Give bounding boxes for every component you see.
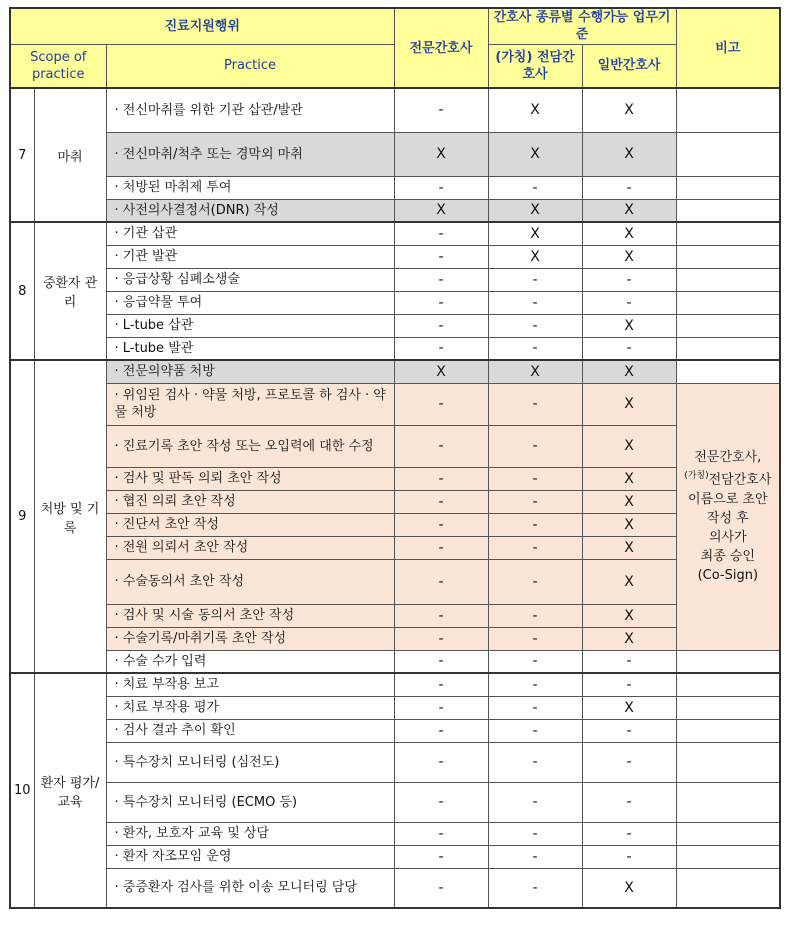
specialist-mark: -: [394, 425, 488, 467]
general-mark: X: [582, 383, 676, 425]
dedicated-mark: -: [488, 604, 582, 627]
dedicated-mark: -: [488, 337, 582, 360]
specialist-mark: -: [394, 650, 488, 673]
section-number: 9: [10, 360, 34, 673]
table-row: [10, 88, 780, 132]
general-mark: X: [582, 360, 676, 383]
table-row: [10, 719, 780, 742]
dedicated-mark: -: [488, 314, 582, 337]
practice-cell: · 검사 및 시술 동의서 초안 작성: [106, 604, 394, 627]
dedicated-mark: -: [488, 425, 582, 467]
practice-cell: · 특수장치 모니터링 (ECMO 등): [106, 782, 394, 822]
dedicated-mark: -: [488, 696, 582, 719]
remarks-empty: [676, 782, 780, 822]
specialist-mark: -: [394, 696, 488, 719]
remarks-empty: [676, 245, 780, 268]
general-mark: -: [582, 291, 676, 314]
specialist-mark: -: [394, 291, 488, 314]
dedicated-mark: -: [488, 627, 582, 650]
section-7: [10, 88, 780, 222]
header-practice: Practice: [106, 44, 394, 88]
table-header: [10, 8, 780, 88]
dedicated-mark: -: [488, 291, 582, 314]
note-line7: (Co-Sign): [697, 567, 759, 583]
remarks-empty: [676, 845, 780, 868]
general-mark: X: [582, 132, 676, 176]
table-row: [10, 490, 780, 513]
general-mark: X: [582, 314, 676, 337]
dedicated-mark: -: [488, 559, 582, 604]
specialist-mark: -: [394, 536, 488, 559]
table-row: [10, 673, 780, 696]
table-row: [10, 337, 780, 360]
dedicated-mark: -: [488, 742, 582, 782]
general-mark: X: [582, 696, 676, 719]
specialist-mark: -: [394, 176, 488, 199]
dedicated-mark: X: [488, 222, 582, 245]
general-mark: X: [582, 559, 676, 604]
note-line6: 최종 승인: [700, 548, 755, 564]
remarks-empty: [676, 673, 780, 696]
general-mark: -: [582, 822, 676, 845]
specialist-mark: -: [394, 268, 488, 291]
remarks-empty: [676, 314, 780, 337]
header-remarks: 비고: [676, 8, 780, 88]
specialist-mark: -: [394, 742, 488, 782]
practice-cell: · 수술기록/마취기록 초안 작성: [106, 627, 394, 650]
remarks-empty: [676, 176, 780, 199]
specialist-mark: -: [394, 604, 488, 627]
practice-cell: · 치료 부작용 평가: [106, 696, 394, 719]
dedicated-mark: -: [488, 845, 582, 868]
section-number: 7: [10, 88, 34, 222]
dedicated-mark: X: [488, 245, 582, 268]
remarks-empty: [676, 822, 780, 845]
specialist-mark: -: [394, 88, 488, 132]
specialist-mark: X: [394, 132, 488, 176]
practice-cell: · 전원 의뢰서 초안 작성: [106, 536, 394, 559]
table-row: [10, 268, 780, 291]
section-scope: 처방 및 기록: [34, 360, 106, 673]
practice-table: [9, 7, 781, 909]
remarks-empty: [676, 291, 780, 314]
remarks-empty: [676, 650, 780, 673]
practice-cell: · 검사 결과 추이 확인: [106, 719, 394, 742]
section-9: [10, 360, 780, 673]
remarks-empty: [676, 742, 780, 782]
practice-cell: · 처방된 마취제 투여: [106, 176, 394, 199]
section-number: 10: [10, 673, 34, 908]
general-mark: -: [582, 742, 676, 782]
table-row: [10, 513, 780, 536]
remarks-empty: [676, 222, 780, 245]
practice-cell: · 진료기록 초안 작성 또는 오입력에 대한 수정: [106, 425, 394, 467]
dedicated-mark: -: [488, 490, 582, 513]
table-row: [10, 782, 780, 822]
practice-cell: · 진단서 초안 작성: [106, 513, 394, 536]
practice-cell: · 전신마취를 위한 기관 삽관/발관: [106, 88, 394, 132]
specialist-mark: -: [394, 673, 488, 696]
practice-cell: · 협진 의뢰 초안 작성: [106, 490, 394, 513]
practice-cell: · 특수장치 모니터링 (심전도): [106, 742, 394, 782]
specialist-mark: -: [394, 822, 488, 845]
practice-cell: · L-tube 삽관: [106, 314, 394, 337]
table-row: [10, 559, 780, 604]
general-mark: X: [582, 467, 676, 490]
note-line4: 작성 후: [706, 510, 749, 526]
general-mark: X: [582, 868, 676, 908]
general-mark: -: [582, 650, 676, 673]
remarks-empty: [676, 719, 780, 742]
specialist-mark: -: [394, 559, 488, 604]
general-mark: X: [582, 245, 676, 268]
specialist-mark: -: [394, 782, 488, 822]
practice-cell: · 수술동의서 초안 작성: [106, 559, 394, 604]
table-row: [10, 383, 780, 425]
table-row: [10, 467, 780, 490]
dedicated-mark: X: [488, 88, 582, 132]
dedicated-mark: -: [488, 176, 582, 199]
specialist-mark: -: [394, 337, 488, 360]
general-mark: -: [582, 268, 676, 291]
specialist-mark: -: [394, 383, 488, 425]
specialist-mark: X: [394, 199, 488, 222]
remarks-empty: [676, 132, 780, 176]
practice-cell: · 환자, 보호자 교육 및 상담: [106, 822, 394, 845]
general-mark: X: [582, 536, 676, 559]
general-mark: -: [582, 719, 676, 742]
table-row: [10, 696, 780, 719]
remarks-empty: [676, 360, 780, 383]
general-mark: X: [582, 199, 676, 222]
specialist-mark: -: [394, 719, 488, 742]
remarks-empty: [676, 199, 780, 222]
note-line3: 이름으로 초안: [688, 491, 768, 507]
header-specialist: 전문간호사: [394, 8, 488, 88]
dedicated-mark: X: [488, 199, 582, 222]
remarks-note: [676, 383, 780, 650]
dedicated-mark: -: [488, 782, 582, 822]
remarks-empty: [676, 696, 780, 719]
practice-cell: · 응급상황 심폐소생술: [106, 268, 394, 291]
table-row: [10, 425, 780, 467]
practice-cell: · 기관 삽관: [106, 222, 394, 245]
specialist-mark: -: [394, 627, 488, 650]
practice-cell: · 위임된 검사 · 약물 처방, 프로토콜 하 검사 · 약물 처방: [106, 383, 394, 425]
section-scope: 환자 평가/ 교육: [34, 673, 106, 908]
dedicated-mark: -: [488, 650, 582, 673]
specialist-mark: -: [394, 314, 488, 337]
header-group-title: 진료지원행위: [10, 8, 394, 44]
dedicated-mark: X: [488, 132, 582, 176]
dedicated-mark: -: [488, 467, 582, 490]
dedicated-mark: -: [488, 719, 582, 742]
general-mark: -: [582, 845, 676, 868]
table-row: [10, 604, 780, 627]
section-8: [10, 222, 780, 360]
table-row: [10, 650, 780, 673]
dedicated-mark: -: [488, 673, 582, 696]
header-standard-title: 간호사 종류별 수행가능 업무기준: [488, 8, 676, 44]
practice-cell: · 치료 부작용 보고: [106, 673, 394, 696]
table-row: [10, 360, 780, 383]
table-row: [10, 627, 780, 650]
practice-cell: · 검사 및 판독 의뢰 초안 작성: [106, 467, 394, 490]
specialist-mark: -: [394, 222, 488, 245]
table-row: [10, 245, 780, 268]
dedicated-mark: -: [488, 383, 582, 425]
table-row: [10, 868, 780, 908]
table-row: [10, 314, 780, 337]
specialist-mark: -: [394, 513, 488, 536]
note-line2: 전담간호사: [708, 472, 772, 488]
table-row: [10, 845, 780, 868]
section-number: 8: [10, 222, 34, 360]
general-mark: -: [582, 176, 676, 199]
table-row: [10, 742, 780, 782]
specialist-mark: -: [394, 490, 488, 513]
header-general: 일반간호사: [582, 44, 676, 88]
remarks-empty: [676, 868, 780, 908]
dedicated-mark: -: [488, 822, 582, 845]
section-10: [10, 673, 780, 908]
practice-cell: · L-tube 발관: [106, 337, 394, 360]
table-row: [10, 222, 780, 245]
practice-cell: · 전문의약품 처방: [106, 360, 394, 383]
dedicated-mark: -: [488, 868, 582, 908]
general-mark: X: [582, 604, 676, 627]
general-mark: X: [582, 222, 676, 245]
remarks-empty: [676, 268, 780, 291]
practice-cell: · 전신마취/척추 또는 경막외 마취: [106, 132, 394, 176]
practice-cell: · 환자 자조모임 운영: [106, 845, 394, 868]
section-scope: 마취: [34, 88, 106, 222]
practice-cell: · 기관 발관: [106, 245, 394, 268]
table-row: [10, 132, 780, 176]
practice-cell: · 중증환자 검사를 위한 이송 모니터링 담당: [106, 868, 394, 908]
specialist-mark: -: [394, 467, 488, 490]
specialist-mark: -: [394, 245, 488, 268]
general-mark: -: [582, 337, 676, 360]
table-row: [10, 822, 780, 845]
header-scope: Scope of practice: [10, 44, 106, 88]
general-mark: X: [582, 88, 676, 132]
practice-cell: · 사전의사결정서(DNR) 작성: [106, 199, 394, 222]
header-dedicated: (가칭) 전담간호사: [488, 44, 582, 88]
general-mark: X: [582, 425, 676, 467]
dedicated-mark: -: [488, 536, 582, 559]
general-mark: -: [582, 782, 676, 822]
note-sup: (가칭): [684, 471, 709, 482]
practice-cell: · 응급약물 투여: [106, 291, 394, 314]
table-row: [10, 536, 780, 559]
remarks-empty: [676, 337, 780, 360]
dedicated-mark: X: [488, 360, 582, 383]
dedicated-mark: -: [488, 513, 582, 536]
note-line5: 의사가: [708, 529, 747, 545]
general-mark: X: [582, 490, 676, 513]
practice-cell: · 수술 수가 입력: [106, 650, 394, 673]
general-mark: X: [582, 513, 676, 536]
table-row: [10, 199, 780, 222]
specialist-mark: -: [394, 845, 488, 868]
specialist-mark: X: [394, 360, 488, 383]
table-row: [10, 176, 780, 199]
dedicated-mark: -: [488, 268, 582, 291]
specialist-mark: -: [394, 868, 488, 908]
general-mark: X: [582, 627, 676, 650]
general-mark: -: [582, 673, 676, 696]
table-row: [10, 291, 780, 314]
section-scope: 중환자 관리: [34, 222, 106, 360]
note-line1: 전문간호사,: [694, 450, 762, 466]
remarks-empty: [676, 88, 780, 132]
